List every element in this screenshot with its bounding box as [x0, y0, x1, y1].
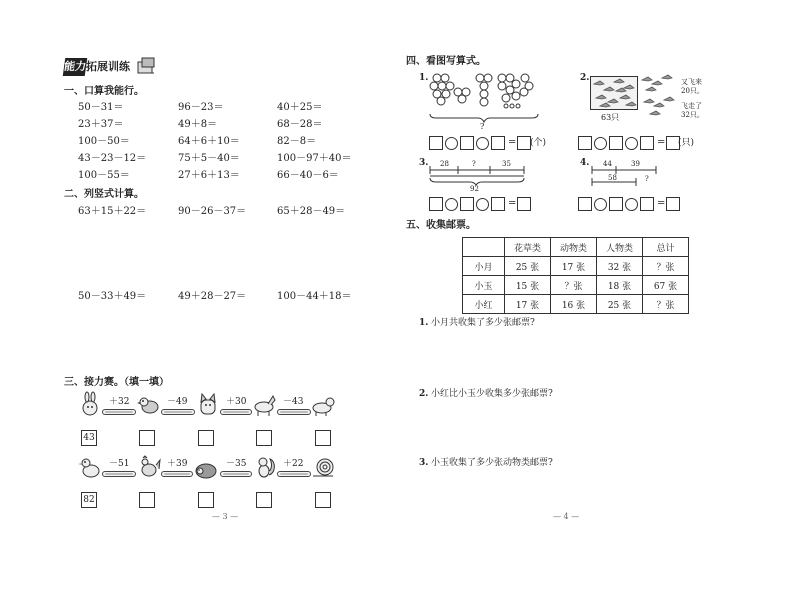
s1-heading: 一、口算我能行。: [64, 86, 144, 97]
dog-icon: [311, 393, 335, 417]
relay-arrow: [161, 471, 193, 477]
table-cell: 17 张: [505, 295, 551, 314]
answer-box[interactable]: [491, 197, 505, 211]
q3-b: ?: [472, 160, 476, 168]
operator-circle[interactable]: [625, 137, 638, 150]
q4-c: ?: [645, 175, 649, 183]
oral-calc-item: 27＋6＋13＝: [178, 170, 240, 181]
operator-circle[interactable]: [625, 198, 638, 211]
flying-birds-illustration: [640, 74, 680, 118]
relay-arrow: [161, 409, 195, 415]
answer-box[interactable]: [640, 136, 654, 150]
table-cell: 67 张: [643, 276, 689, 295]
relay-op: ＋39: [167, 459, 188, 469]
table-cell: 32 张: [597, 257, 643, 276]
table-cell: 17 张: [551, 257, 597, 276]
vertical-calc-item: 65＋28－49＝: [277, 206, 346, 217]
relay-op: －49: [167, 397, 188, 407]
table-header-row: [463, 238, 689, 257]
answer-box[interactable]: [517, 136, 531, 150]
answer-box[interactable]: [429, 197, 443, 211]
q2-number: 2.: [580, 73, 590, 83]
s5-q2-number: 2.: [419, 389, 429, 399]
operator-circle[interactable]: [476, 198, 489, 211]
oral-calc-item: 50－31＝: [78, 102, 124, 113]
hedgehog-icon: [194, 457, 218, 481]
oral-calc-item: 64＋6＋10＝: [178, 136, 240, 147]
oral-calc-item: 66－40－6＝: [277, 170, 339, 181]
q1-brace-label: ?: [480, 122, 485, 131]
relay-op: －43: [283, 397, 304, 407]
equals-sign: =: [657, 198, 666, 209]
q4-number: 4.: [580, 158, 590, 168]
equals-sign: =: [508, 198, 517, 209]
table-header-cell: 总计: [643, 238, 689, 257]
relay-arrow: [277, 471, 311, 477]
s5-q1-text: 小月共收集了多少张邮票?: [431, 318, 535, 328]
horse-icon: [252, 393, 276, 417]
q4-d: 58: [608, 174, 617, 182]
q3-total: 92: [470, 185, 479, 193]
relay-answer-box[interactable]: [315, 430, 331, 446]
relay-start-value: 82: [81, 492, 97, 508]
q2-note2: 飞走了: [681, 102, 702, 110]
relay-start-value: 43: [81, 430, 97, 446]
squirrel-icon: [254, 455, 278, 479]
s5-q1-number: 1.: [419, 318, 429, 328]
answer-box[interactable]: [609, 197, 623, 211]
table-header-cell: 花草类: [505, 238, 551, 257]
answer-box[interactable]: [460, 197, 474, 211]
equals-sign: =: [657, 137, 666, 148]
answer-box[interactable]: [578, 136, 592, 150]
stamp-table: [462, 237, 689, 314]
equals-sign: =: [508, 137, 517, 148]
vertical-calc-item: 49＋28－27＝: [178, 291, 247, 302]
table-cell: ？张: [643, 295, 689, 314]
q4-a: 44: [603, 160, 612, 168]
answer-box[interactable]: [517, 197, 531, 211]
banner-badge: 能力: [63, 58, 88, 76]
banner-title: 拓展训练: [86, 60, 130, 73]
table-header-cell: 人物类: [597, 238, 643, 257]
vertical-calc-item: 90－26－37＝: [178, 206, 247, 217]
answer-box[interactable]: [640, 197, 654, 211]
operator-circle[interactable]: [594, 198, 607, 211]
oral-calc-item: 40＋25＝: [277, 102, 323, 113]
operator-circle[interactable]: [476, 137, 489, 150]
answer-box[interactable]: [491, 136, 505, 150]
oral-calc-item: 100－50＝: [78, 136, 130, 147]
table-cell: 25 张: [597, 295, 643, 314]
page-number-right: — 4 —: [553, 512, 580, 521]
s4-heading: 四、看图写算式。: [406, 56, 486, 67]
oral-calc-item: 23＋37＝: [78, 119, 124, 130]
table-cell: ？张: [551, 276, 597, 295]
answer-box[interactable]: [666, 197, 680, 211]
relay-arrow: [102, 409, 136, 415]
table-cell: 小红: [463, 295, 505, 314]
oral-calc-item: 68－28＝: [277, 119, 323, 130]
operator-circle[interactable]: [445, 198, 458, 211]
relay-arrow: [102, 471, 136, 477]
relay-op: ＋30: [226, 397, 247, 407]
table-row: [463, 276, 689, 295]
q1-number: 1.: [419, 73, 429, 83]
oral-calc-item: 82－8＝: [277, 136, 317, 147]
relay-answer-box[interactable]: [198, 492, 214, 508]
oral-calc-item: 100－55＝: [78, 170, 130, 181]
q2-count-label: 63只: [601, 113, 620, 122]
section-banner: [64, 58, 158, 78]
table-cell: 16 张: [551, 295, 597, 314]
cat-icon: [196, 392, 220, 416]
table-cell: 小月: [463, 257, 505, 276]
table-cell: 25 张: [505, 257, 551, 276]
relay-arrow: [220, 471, 252, 477]
relay-answer-box[interactable]: [139, 492, 155, 508]
q2-unit: (只): [678, 138, 695, 148]
relay-answer-box[interactable]: [315, 492, 331, 508]
relay-arrow: [277, 409, 311, 415]
relay-arrow: [220, 409, 252, 415]
relay-answer-box[interactable]: [139, 430, 155, 446]
oral-calc-item: 100－97＋40＝: [277, 153, 352, 164]
answer-box[interactable]: [429, 136, 443, 150]
rabbit-icon: [78, 393, 102, 417]
relay-op: －51: [109, 459, 130, 469]
q1-unit: (个): [530, 138, 547, 148]
oral-calc-item: 43－23－12＝: [78, 153, 147, 164]
answer-box[interactable]: [609, 136, 623, 150]
q3-c: 35: [502, 160, 511, 168]
answer-box[interactable]: [460, 136, 474, 150]
table-cell: 18 张: [597, 276, 643, 295]
table-cell: ？张: [643, 257, 689, 276]
oral-calc-item: 96－23＝: [178, 102, 224, 113]
snail-icon: [311, 455, 335, 479]
q4-b: 39: [631, 160, 640, 168]
relay-op: －35: [226, 459, 247, 469]
s2-heading: 二、列竖式计算。: [64, 189, 144, 200]
table-cell: 小玉: [463, 276, 505, 295]
relay-answer-box[interactable]: [256, 492, 272, 508]
vertical-calc-item: 63＋15＋22＝: [78, 206, 147, 217]
table-row: [463, 295, 689, 314]
oral-calc-item: 75＋5－40＝: [178, 153, 240, 164]
vertical-calc-item: 100－44＋18＝: [277, 291, 352, 302]
bird-icon: [137, 393, 161, 417]
operator-circle[interactable]: [445, 137, 458, 150]
s5-heading: 五、收集邮票。: [406, 220, 476, 231]
page-number-left: — 3 —: [212, 512, 239, 521]
s5-q2-text: 小红比小玉少收集多少张邮票?: [431, 389, 553, 399]
relay-op: ＋22: [283, 459, 304, 469]
vertical-calc-item: 50－33＋49＝: [78, 291, 147, 302]
answer-box[interactable]: [578, 197, 592, 211]
q3-number: 3.: [419, 158, 429, 168]
relay-answer-box[interactable]: [256, 430, 272, 446]
s5-q3-text: 小玉收集了多少张动物类邮票?: [431, 458, 553, 468]
table-cell: 15 张: [505, 276, 551, 295]
table-header-cell: 动物类: [551, 238, 597, 257]
rooster-icon: [137, 455, 161, 479]
s3-heading: 三、接力赛。（填一填）: [64, 377, 169, 388]
q4-segment-diagram: [590, 158, 660, 190]
table-row: [463, 257, 689, 276]
q2-note1b: 20只。: [681, 87, 704, 95]
books-icon: [136, 56, 158, 76]
duck-icon: [78, 455, 102, 479]
birds-box-illustration: [590, 76, 638, 110]
bead-groups-illustration: [428, 70, 540, 130]
table-header-cell: [463, 238, 505, 257]
q2-note2b: 32只。: [681, 111, 704, 119]
relay-op: ＋32: [109, 397, 130, 407]
operator-circle[interactable]: [594, 137, 607, 150]
q3-a: 28: [440, 160, 449, 168]
s5-q3-number: 3.: [419, 458, 429, 468]
relay-answer-box[interactable]: [198, 430, 214, 446]
oral-calc-item: 49＋8＝: [178, 119, 218, 130]
q2-note1: 又飞来: [681, 78, 702, 86]
